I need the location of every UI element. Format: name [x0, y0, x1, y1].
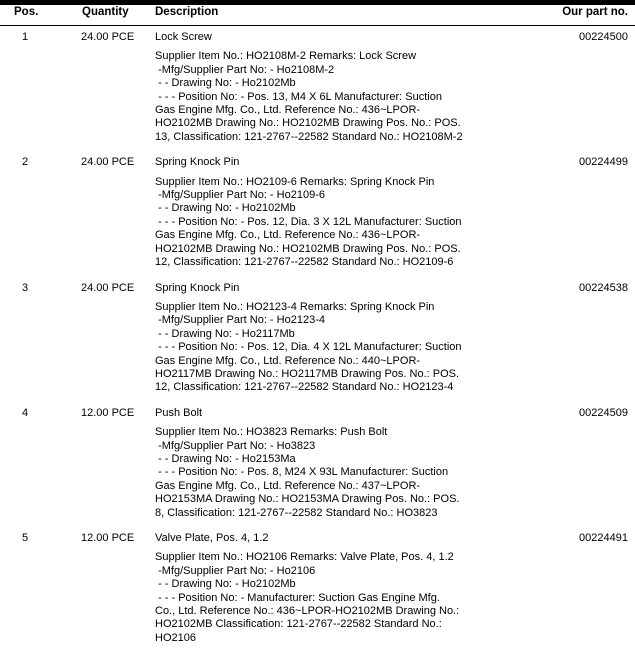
row-title: Lock Screw: [155, 31, 212, 43]
row-detail: Supplier Item No.: HO2123-4 Remarks: Spring Knock Pin -Mfg/Supplier Part No: - Ho2123-4 - - Drawing No: - Ho2117Mb - - - Position No: - Pos. 12, Dia. 4 X 12L Manufacturer: Suction Gas Engine Mfg. Co., Ltd. Reference No.: 440~LPOR- HO2117MB Drawing No.: HO2117MB Drawing Pos. No.: POS. 12, Classification: 121-2767--22582 Standard No.: HO2123-4: [155, 300, 462, 394]
header-our-part-no: Our part no.: [562, 6, 628, 18]
row-quantity: 24.00 PCE: [81, 281, 135, 294]
row-title: Valve Plate, Pos. 4, 1.2: [155, 532, 269, 544]
header-description: Description: [155, 6, 219, 18]
row-description: [155, 31, 485, 144]
row-quantity: 12.00 PCE: [81, 532, 135, 544]
header-rule: [0, 25, 635, 26]
row-title: Push Bolt: [155, 406, 203, 419]
row-pos: 5: [22, 532, 29, 544]
table-row: [0, 532, 635, 645]
row-detail: Supplier Item No.: HO3823 Remarks: Push Bolt -Mfg/Supplier Part No: - Ho3823 - - Drawing No: - Ho2153Ma - - - Position No: - Pos. 8, M24 X 93L Manufacturer: Suction Gas Engine Mfg. Co., Ltd. Reference No.: 437~LPOR- HO2153MA Drawing No.: HO2153MA Drawing Pos. No.: POS. 8, Classification: 121-2767--22582 Standard No.: HO3823: [155, 426, 460, 519]
row-part-no: 00224500: [579, 31, 628, 43]
row-detail: Supplier Item No.: HO2106 Remarks: Valve Plate, Pos. 4, 1.2 -Mfg/Supplier Part No: - Ho2106 - - Drawing No: - Ho2102Mb - - - Position No: - Manufacturer: Suction Gas Engine Mfg. Co., Ltd. Reference No.: 436~LPOR-HO2102MB Drawing No.: HO2102MB Classification: 121-2767--22582 Standard No.: HO2106: [155, 551, 460, 644]
table-row: [0, 156, 635, 269]
row-pos: 1: [22, 31, 29, 43]
table-header: [0, 6, 635, 24]
item-list: [0, 31, 635, 657]
row-quantity: 24.00 PCE: [81, 156, 135, 169]
row-description: [155, 532, 485, 645]
row-part-no: 00224509: [579, 406, 628, 419]
row-detail: Supplier Item No.: HO2109-6 Remarks: Spring Knock Pin -Mfg/Supplier Part No: - Ho2109-6 - - Drawing No: - Ho2102Mb - - - Position No: - Pos. 12, Dia. 3 X 12L Manufacturer: Suction Gas Engine Mfg. Co., Ltd. Reference No.: 436~LPOR- HO2102MB Drawing No.: HO2102MB Drawing Pos. No.: POS. 12, Classification: 121-2767--22582 Standard No.: HO2109-6: [155, 175, 462, 269]
table-row: [0, 282, 635, 395]
table-row: [0, 31, 635, 144]
row-pos: 4: [22, 406, 29, 419]
row-description: [155, 282, 485, 395]
row-description: [155, 156, 485, 269]
row-pos: 2: [22, 156, 29, 169]
row-title: Spring Knock Pin: [155, 281, 240, 294]
row-part-no: 00224491: [579, 532, 628, 544]
header-quantity: Quantity: [82, 6, 129, 18]
header-pos: Pos.: [14, 6, 39, 18]
row-title: Spring Knock Pin: [155, 156, 240, 169]
row-quantity: 12.00 PCE: [81, 406, 135, 419]
row-part-no: 00224499: [579, 156, 628, 169]
row-quantity: 24.00 PCE: [81, 31, 135, 43]
row-description: [155, 407, 485, 520]
row-part-no: 00224538: [579, 281, 628, 294]
top-border: [0, 0, 635, 5]
table-row: [0, 407, 635, 520]
row-detail: Supplier Item No.: HO2108M-2 Remarks: Lock Screw -Mfg/Supplier Part No: - Ho2108M-2 - - Drawing No: - Ho2102Mb - - - Position No: - Pos. 13, M4 X 6L Manufacturer: Suction Gas Engine Mfg. Co., Ltd. Reference No.: 436~LPOR- HO2102MB Drawing No.: HO2102MB Drawing Pos. No.: POS. 13, Classification: 121-2767--22582 Standard No.: HO2108M-2: [155, 50, 463, 143]
row-pos: 3: [22, 281, 29, 294]
